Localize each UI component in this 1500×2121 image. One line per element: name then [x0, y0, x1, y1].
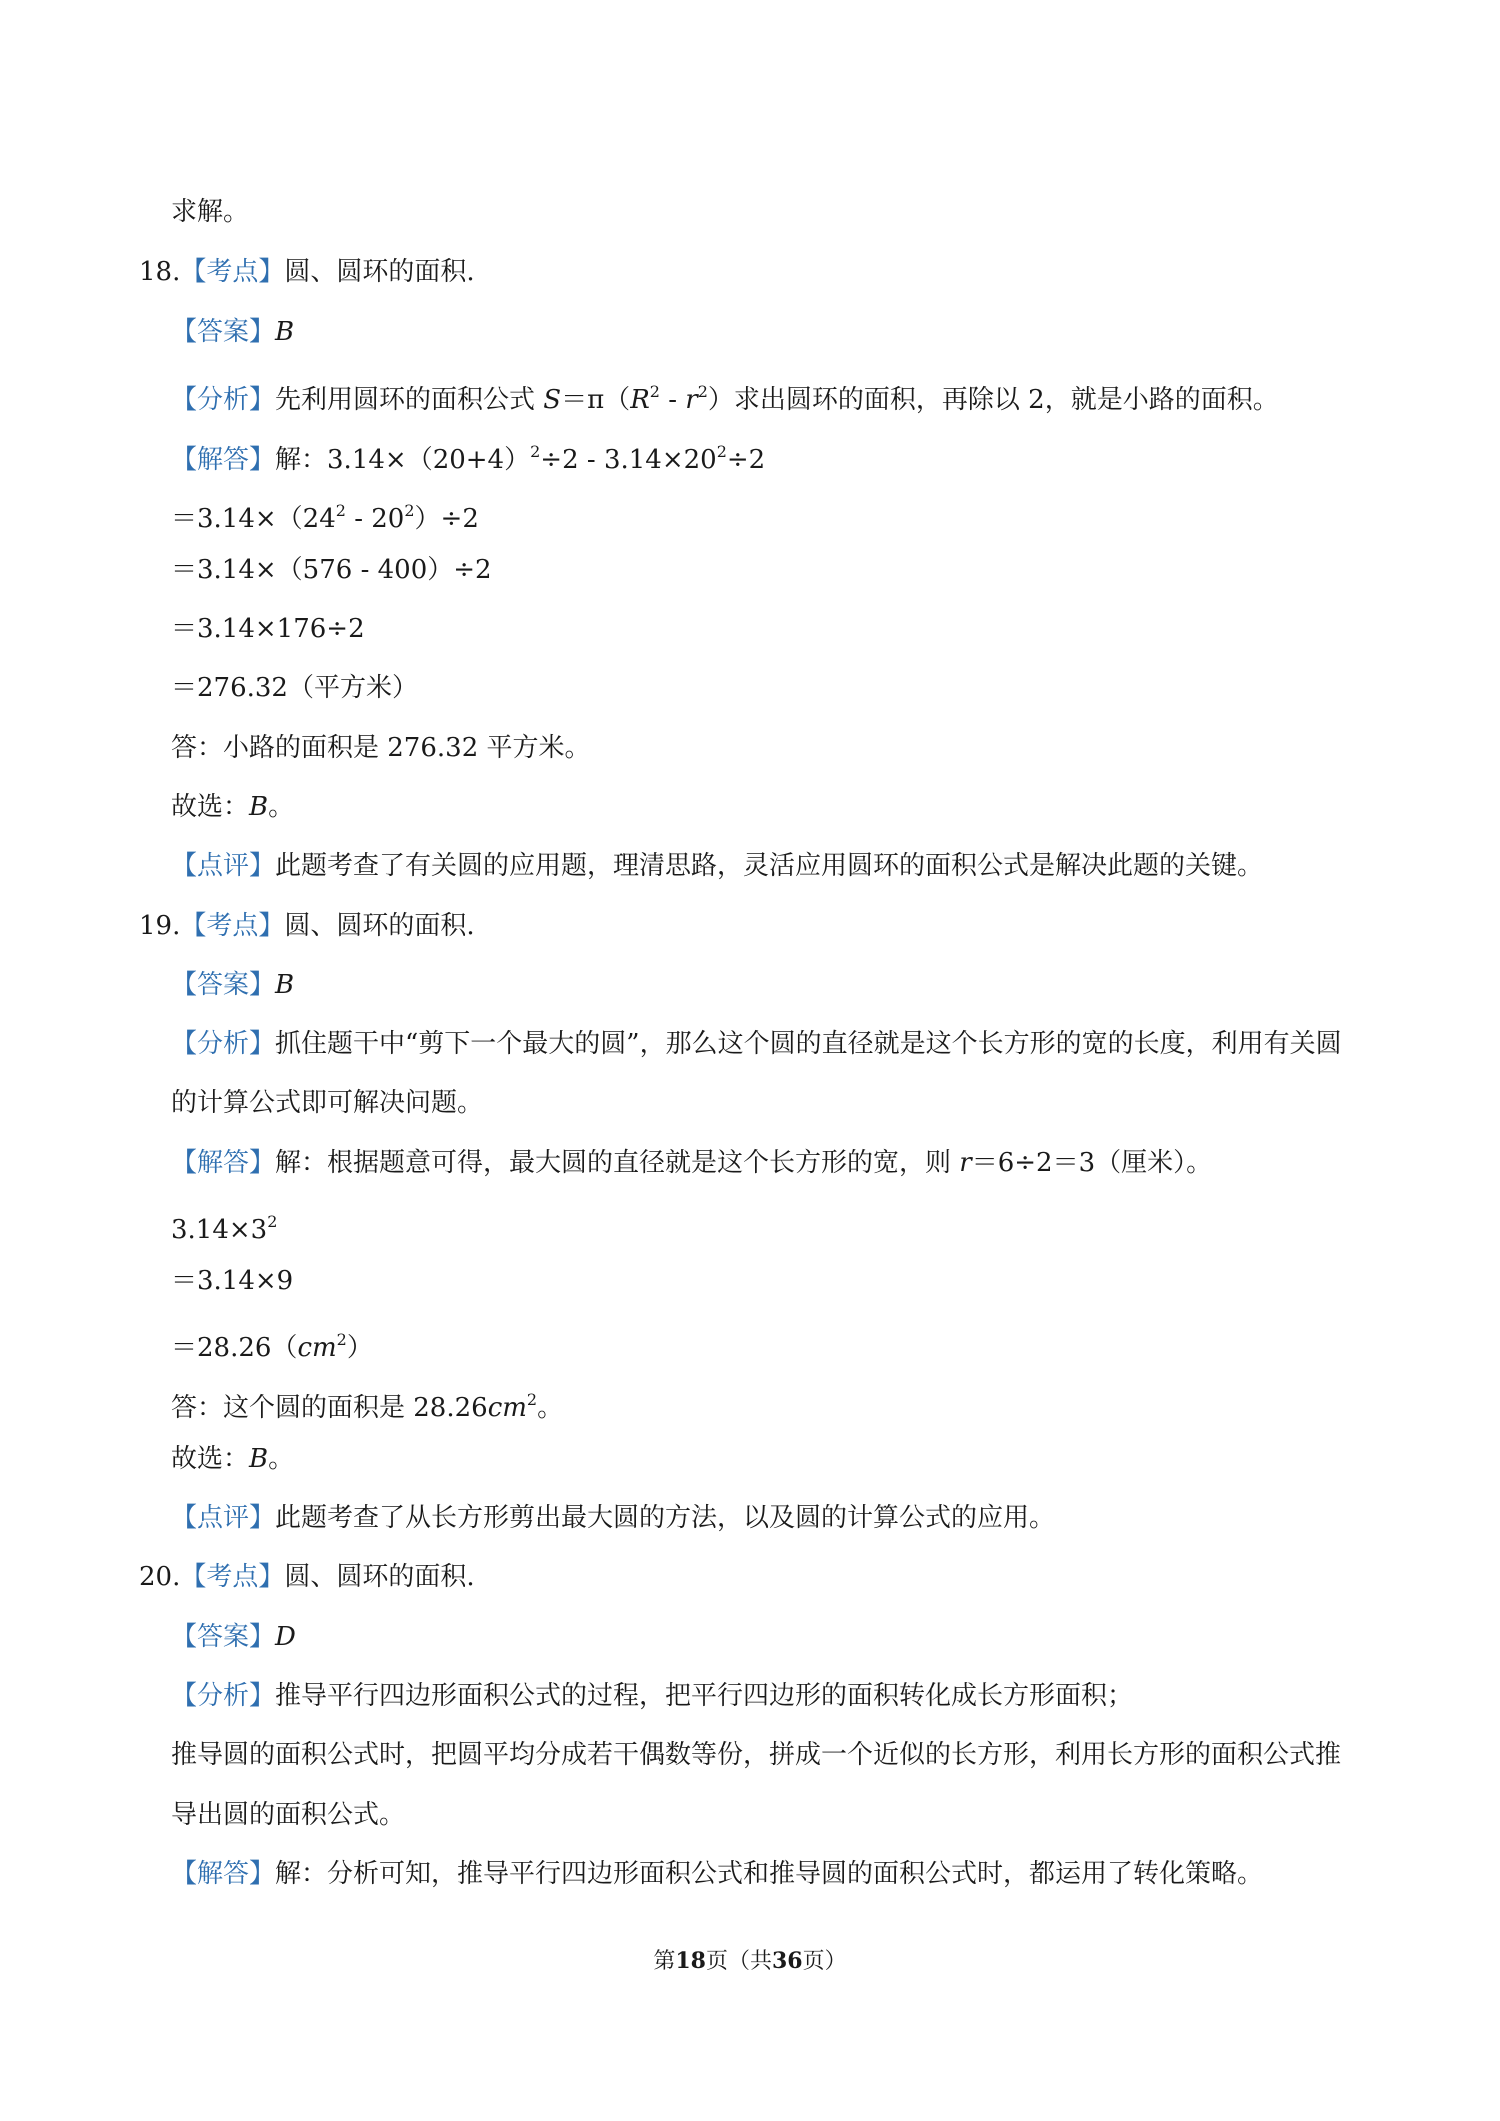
choice-prefix: 故选： — [171, 1444, 250, 1474]
superscript: 2 — [404, 501, 415, 520]
q20-analysis-line-3: 导出圆的面积公式。 — [171, 1800, 406, 1830]
q19-answer-statement — [171, 1382, 563, 1426]
choice-prefix: 故选： — [171, 792, 250, 822]
superscript: 2 — [649, 382, 660, 401]
tag-daan: 【答案】 — [171, 1622, 276, 1652]
comment-text: 此题考查了有关圆的应用题，理清思路，灵活应用圆环的面积公式是解决此题的关键。 — [275, 851, 1264, 881]
tag-jieda: 【解答】 — [171, 1859, 276, 1889]
tag-daan: 【答案】 — [171, 317, 276, 347]
superscript: 2 — [526, 1390, 538, 1409]
choice-suffix: 。 — [268, 1444, 295, 1474]
analysis-text: 抓住题干中“剪下一个最大的圆”，那么这个圆的直径就是这个长方形的宽的长度，利用有关圆 — [275, 1029, 1342, 1059]
total-pages: 36 — [772, 1948, 803, 1974]
q18-solution-line-3: ＝3.14×（576 - 400）÷2 — [171, 555, 492, 585]
solution-text: ÷2 — [726, 445, 766, 475]
q18-comment-line — [171, 848, 1263, 884]
footer-text: 页（共 — [705, 1949, 772, 1974]
solution-text: 3.14×3 — [171, 1215, 268, 1245]
q19-comment-line — [171, 1500, 1055, 1536]
choice-letter: B — [249, 792, 269, 822]
answer-letter: D — [275, 1622, 296, 1652]
page-number: 18 — [675, 1948, 706, 1974]
math-var: S — [543, 385, 562, 415]
footer-text: 页） — [802, 1949, 847, 1974]
solution-text: 解：分析可知，推导平行四边形面积公式和推导圆的面积公式时，都运用了转化策略。 — [275, 1859, 1264, 1889]
question-number: 20. — [139, 1562, 181, 1592]
superscript: 2 — [697, 382, 708, 401]
q18-solution-line-5: ＝276.32（平方米） — [171, 673, 418, 703]
tag-fenxi: 【分析】 — [171, 1681, 276, 1711]
solution-text: ÷2 - 3.14×20 — [540, 445, 717, 475]
page-footer — [0, 1946, 1500, 1977]
kaodian-text: 圆、圆环的面积. — [284, 257, 475, 287]
solution-text: ＝3.14×（24 — [171, 504, 336, 534]
kaodian-text: 圆、圆环的面积. — [284, 1562, 475, 1592]
tag-fenxi: 【分析】 — [171, 1029, 276, 1059]
q18-solution-line-4: ＝3.14×176÷2 — [171, 614, 365, 644]
q18-choice-line — [171, 789, 294, 825]
tag-jieda: 【解答】 — [171, 445, 276, 475]
math-var: R — [630, 385, 650, 415]
q19-answer-line — [171, 967, 294, 1003]
question-number: 19. — [139, 911, 181, 941]
choice-letter: B — [249, 1444, 269, 1474]
tag-kaodian: 【考点】 — [180, 1562, 285, 1592]
tag-dianping: 【点评】 — [171, 1503, 276, 1533]
solution-text: 解：根据题意可得，最大圆的直径就是这个长方形的宽，则 — [275, 1148, 960, 1178]
q20-analysis-line-2: 推导圆的面积公式时，把圆平均分成若干偶数等份，拼成一个近似的长方形，利用长方形的面积公式推 — [171, 1740, 1342, 1770]
q20-analysis-line-1 — [171, 1678, 1133, 1714]
q19-analysis-line-1 — [171, 1026, 1342, 1062]
analysis-text: 推导平行四边形面积公式的过程，把平行四边形的面积转化成长方形面积； — [275, 1681, 1134, 1711]
analysis-text: ＝π（ — [561, 385, 631, 415]
footer-text: 第 — [653, 1949, 676, 1974]
solution-text: - 20 — [345, 504, 405, 534]
q19-solution-line-1 — [171, 1145, 1212, 1181]
analysis-text: - — [659, 385, 686, 415]
q18-answer-line — [171, 314, 294, 350]
analysis-text: 先利用圆环的面积公式 — [275, 385, 544, 415]
solution-text: ） — [346, 1333, 373, 1363]
q19-solution-line-2 — [171, 1204, 277, 1248]
q18-answer-statement: 答：小路的面积是 276.32 平方米。 — [171, 733, 591, 763]
solution-text: ＝6÷2＝3（厘米）。 — [971, 1148, 1213, 1178]
solution-text: 答：这个圆的面积是 28.26 — [171, 1393, 488, 1423]
math-var: r — [685, 385, 698, 415]
q19-kaodian-line — [139, 908, 475, 944]
tag-dianping: 【点评】 — [171, 851, 276, 881]
tag-kaodian: 【考点】 — [180, 911, 285, 941]
q20-solution-line-1 — [171, 1856, 1263, 1892]
choice-suffix: 。 — [268, 792, 295, 822]
tag-jieda: 【解答】 — [171, 1148, 276, 1178]
q20-answer-line — [171, 1619, 296, 1655]
tag-daan: 【答案】 — [171, 970, 276, 1000]
math-var: r — [959, 1148, 972, 1178]
q18-solution-line-2 — [171, 493, 479, 537]
kaodian-text: 圆、圆环的面积. — [284, 911, 475, 941]
q19-choice-line — [171, 1441, 294, 1477]
answer-letter: B — [275, 317, 295, 347]
question-number: 18. — [139, 257, 181, 287]
unit: cm — [487, 1393, 527, 1423]
q18-kaodian-line — [139, 254, 475, 290]
comment-text: 此题考查了从长方形剪出最大圆的方法，以及圆的计算公式的应用。 — [275, 1503, 1056, 1533]
solution-text: ）÷2 — [414, 504, 479, 534]
q19-solution-line-4 — [171, 1322, 373, 1366]
superscript: 2 — [716, 442, 727, 461]
paragraph-tail: 求解。 — [171, 197, 250, 227]
tag-kaodian: 【考点】 — [180, 257, 285, 287]
q19-analysis-line-2: 的计算公式即可解决问题。 — [171, 1088, 484, 1118]
solution-text: 解：3.14×（20+4） — [275, 445, 531, 475]
superscript: 2 — [530, 442, 541, 461]
analysis-text: ）求出圆环的面积，再除以 2，就是小路的面积。 — [707, 385, 1279, 415]
q19-solution-line-3: ＝3.14×9 — [171, 1266, 294, 1296]
superscript: 2 — [335, 501, 346, 520]
q18-analysis-line — [171, 374, 1279, 418]
tag-fenxi: 【分析】 — [171, 385, 276, 415]
solution-text: 。 — [537, 1393, 564, 1423]
superscript: 2 — [267, 1212, 278, 1231]
unit: cm — [297, 1333, 337, 1363]
answer-letter: B — [275, 970, 295, 1000]
superscript: 2 — [336, 1330, 347, 1349]
solution-text: ＝28.26（ — [171, 1333, 298, 1363]
q18-solution-line-1 — [171, 434, 765, 478]
q20-kaodian-line — [139, 1559, 475, 1595]
